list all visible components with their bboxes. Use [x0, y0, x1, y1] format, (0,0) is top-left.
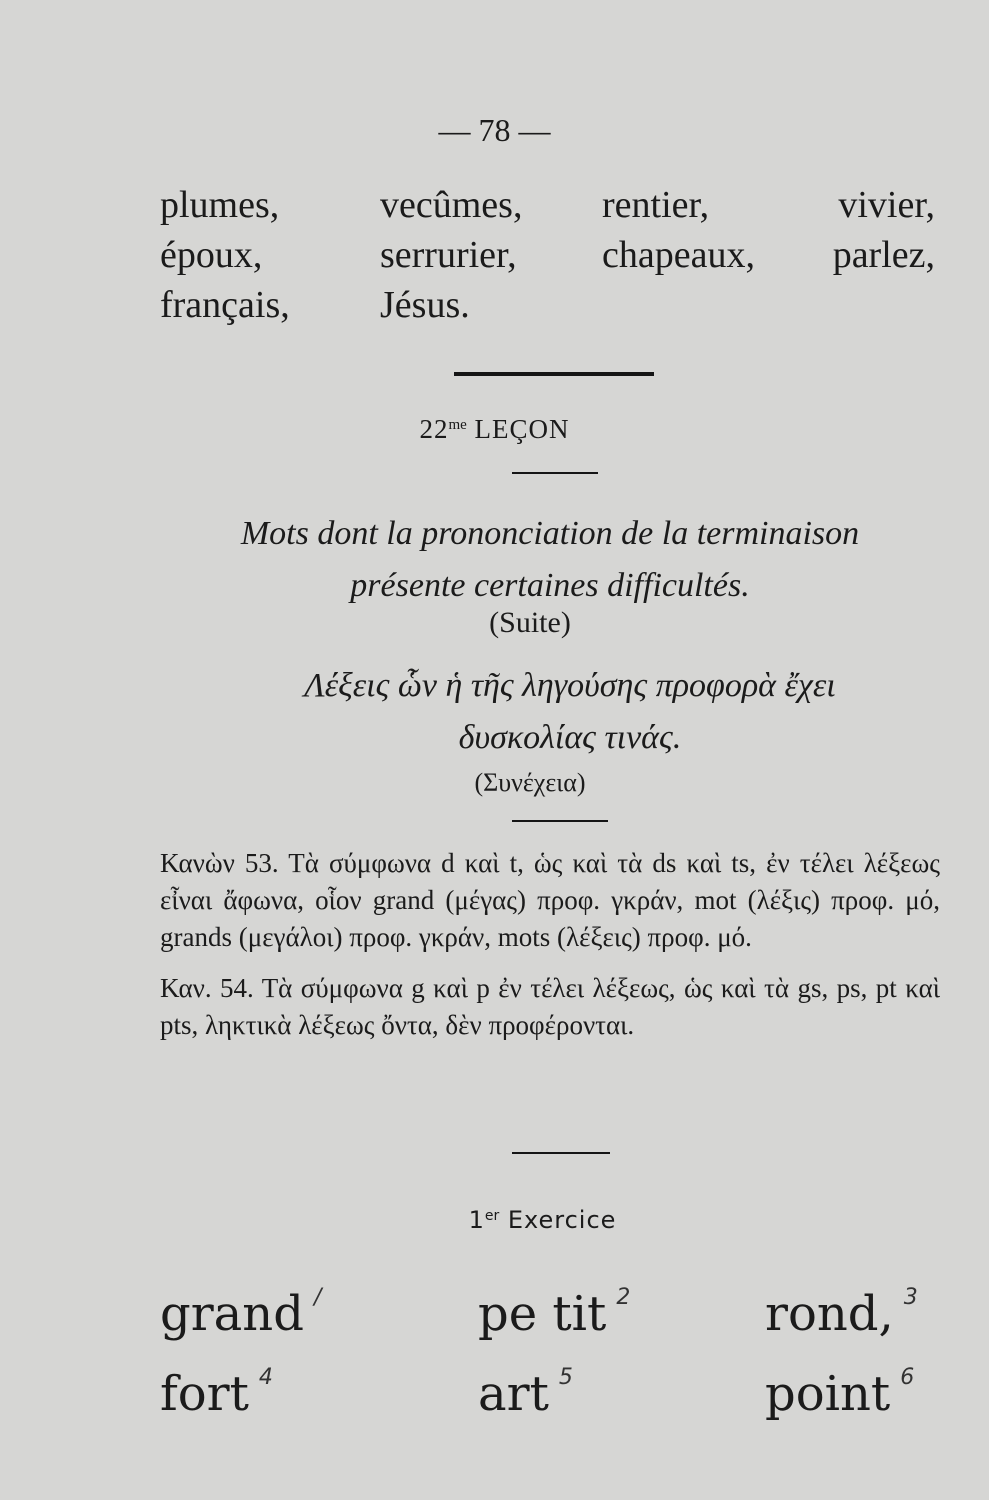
- word: serrurier,: [380, 234, 517, 276]
- greek-heading: [170, 660, 970, 764]
- exercise-row: [160, 1338, 940, 1422]
- exercise-number-suffix: er: [484, 1208, 500, 1224]
- word-row: [160, 180, 935, 230]
- word-row: [160, 230, 935, 280]
- handwritten-number: 4: [258, 1365, 273, 1390]
- french-heading: [150, 508, 950, 612]
- lesson-word: LEÇON: [474, 414, 570, 444]
- handwritten-number: /: [313, 1285, 322, 1310]
- greek-suite: (Συνέχεια): [474, 768, 586, 797]
- exercise-words: [160, 1258, 940, 1422]
- word-row: [160, 280, 935, 330]
- word: français,: [160, 284, 290, 326]
- exercise-word: Exercice: [507, 1206, 617, 1234]
- word: rentier,: [602, 184, 710, 226]
- handwritten-number: 3: [903, 1285, 918, 1310]
- exercise-word: point $^6$: [765, 1365, 915, 1422]
- heading-divider: [512, 820, 608, 822]
- page-number: — 78 —: [438, 112, 551, 148]
- french-heading-line: présente certaines difficultés.: [350, 567, 750, 604]
- lesson-number: 22: [419, 414, 449, 444]
- word: vecûmes,: [380, 184, 523, 226]
- exercise-word: art $^5$: [478, 1365, 573, 1422]
- exercise-row: [160, 1258, 940, 1342]
- word: chapeaux,: [602, 234, 755, 276]
- handwritten-number: 6: [900, 1365, 915, 1390]
- handwritten-number: 5: [558, 1365, 573, 1390]
- lesson-number-suffix: me: [448, 417, 467, 433]
- french-heading-line: Mots dont la prononciation de la terminaison: [240, 515, 860, 552]
- rule-paragraph: Κανὼν 53. Τὰ σύμφωνα d καὶ t, ὡς καὶ τὰ ds καὶ ts, ἐν τέλει λέξεως εἶναι ἄφωνα, οἷον grand (μέγας) προφ. γκράν, mot (λέξις) προφ. μό, grands (μεγάλοι) προφ. γκράν, mots (λέξεις) προφ. μό.: [160, 848, 940, 952]
- title-divider: [512, 472, 598, 474]
- exercise-word: pe tit $^2$: [478, 1285, 631, 1342]
- exercise-word: grand /: [160, 1285, 322, 1342]
- lesson-title: [0, 414, 989, 445]
- exercise-divider: [512, 1152, 610, 1154]
- exercise-word: fort $^4$: [160, 1365, 273, 1422]
- section-divider: [454, 372, 654, 376]
- word: parlez,: [832, 234, 935, 276]
- word: Jésus.: [380, 284, 470, 326]
- exercise-number: 1: [468, 1206, 485, 1234]
- handwritten-number: 2: [616, 1285, 631, 1310]
- exercise-title: [0, 1206, 989, 1234]
- french-suite: (Suite): [489, 606, 571, 639]
- word: vivier,: [838, 184, 935, 226]
- greek-heading-line: Λέξεις ὧν ἡ τῆς ληγούσης προφορὰ ἔχει: [304, 667, 836, 704]
- word: plumes,: [160, 184, 280, 226]
- word-list: [160, 180, 935, 330]
- rule-paragraph: Καν. 54. Τὰ σύμφωνα g καὶ p ἐν τέλει λέξεως, ὡς καὶ τὰ gs, ps, pt καὶ pts, ληκτικὰ λέξεως ὄντα, δὲν προφέρονται.: [160, 973, 940, 1040]
- word: époux,: [160, 234, 263, 276]
- exercise-word: rond, $^3$: [765, 1285, 918, 1342]
- grammar-rules: [160, 845, 940, 1058]
- greek-heading-line: δυσκολίας τινάς.: [458, 719, 682, 756]
